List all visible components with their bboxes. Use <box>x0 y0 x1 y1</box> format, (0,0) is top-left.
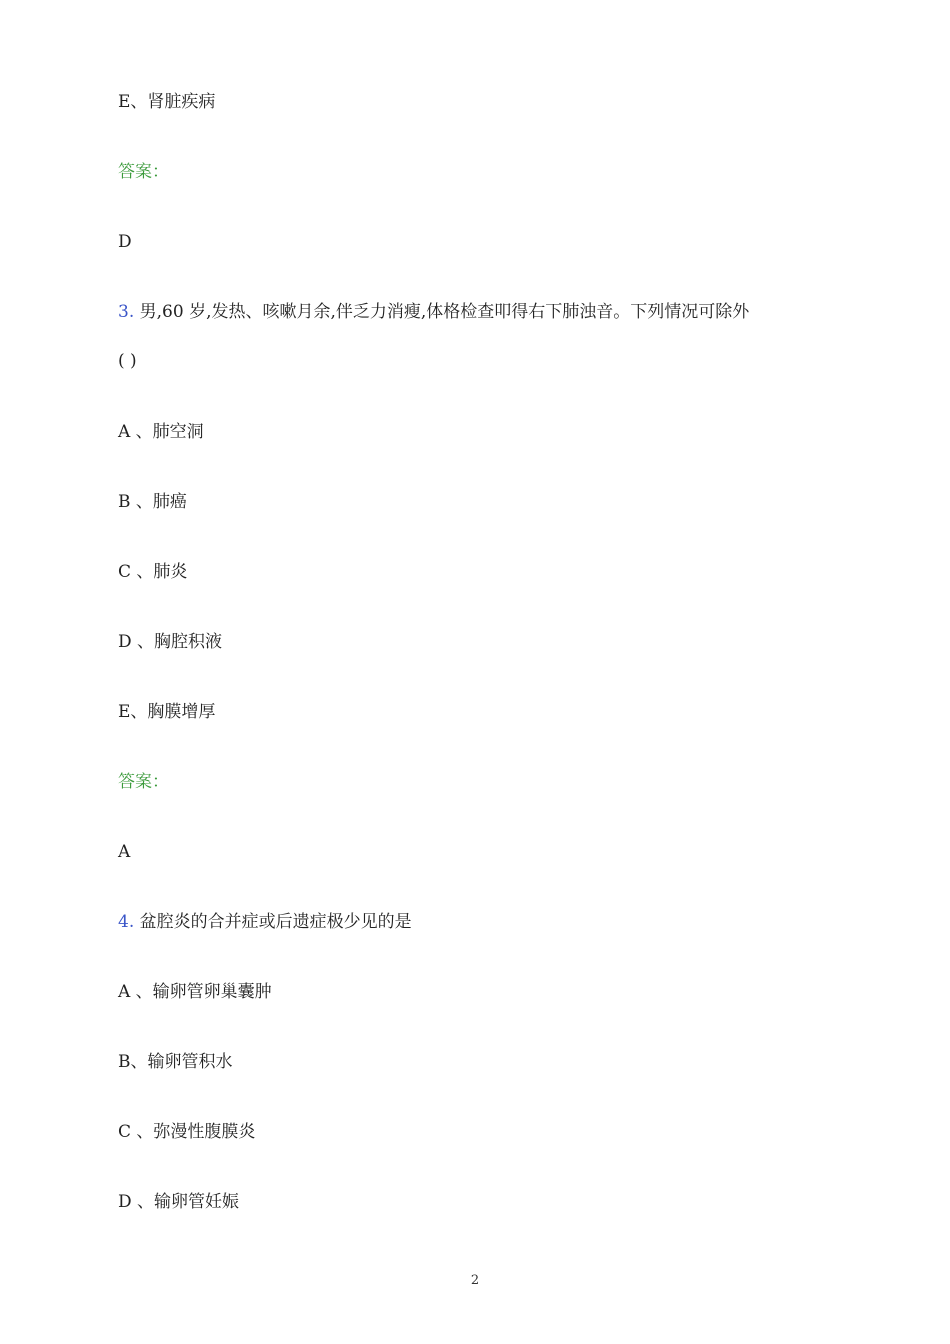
option-c: C 、肺炎 <box>118 562 188 582</box>
question-4 <box>118 910 412 934</box>
option-b: B 、肺癌 <box>118 492 187 512</box>
option-a: A 、肺空洞 <box>118 422 204 442</box>
page-number: 2 <box>470 1273 480 1288</box>
option-b: B、输卵管积水 <box>118 1052 233 1072</box>
question-3 <box>118 300 749 324</box>
question-number: 3. <box>118 302 135 322</box>
option-d: D 、胸腔积液 <box>118 632 223 652</box>
option-e: E、胸膜增厚 <box>118 702 216 722</box>
answer-label: 答案： <box>118 162 169 182</box>
option-e-prev-question: E、肾脏疾病 <box>118 92 216 112</box>
answer-value: A <box>118 842 131 862</box>
option-c: C 、弥漫性腹膜炎 <box>118 1122 256 1142</box>
answer-label: 答案： <box>118 772 169 792</box>
question-stem: 男,60 岁,发热、咳嗽月余,伴乏力消瘦,体格检查叩得右下肺浊音。下列情况可除外 <box>139 302 750 322</box>
question-number: 4. <box>118 912 135 932</box>
question-stem: 盆腔炎的合并症或后遗症极少见的是 <box>139 912 412 932</box>
question-3-blank: ( ) <box>118 351 137 371</box>
answer-value: D <box>118 232 132 252</box>
option-a: A 、输卵管卵巢囊肿 <box>118 982 272 1002</box>
option-d: D 、输卵管妊娠 <box>118 1192 240 1212</box>
